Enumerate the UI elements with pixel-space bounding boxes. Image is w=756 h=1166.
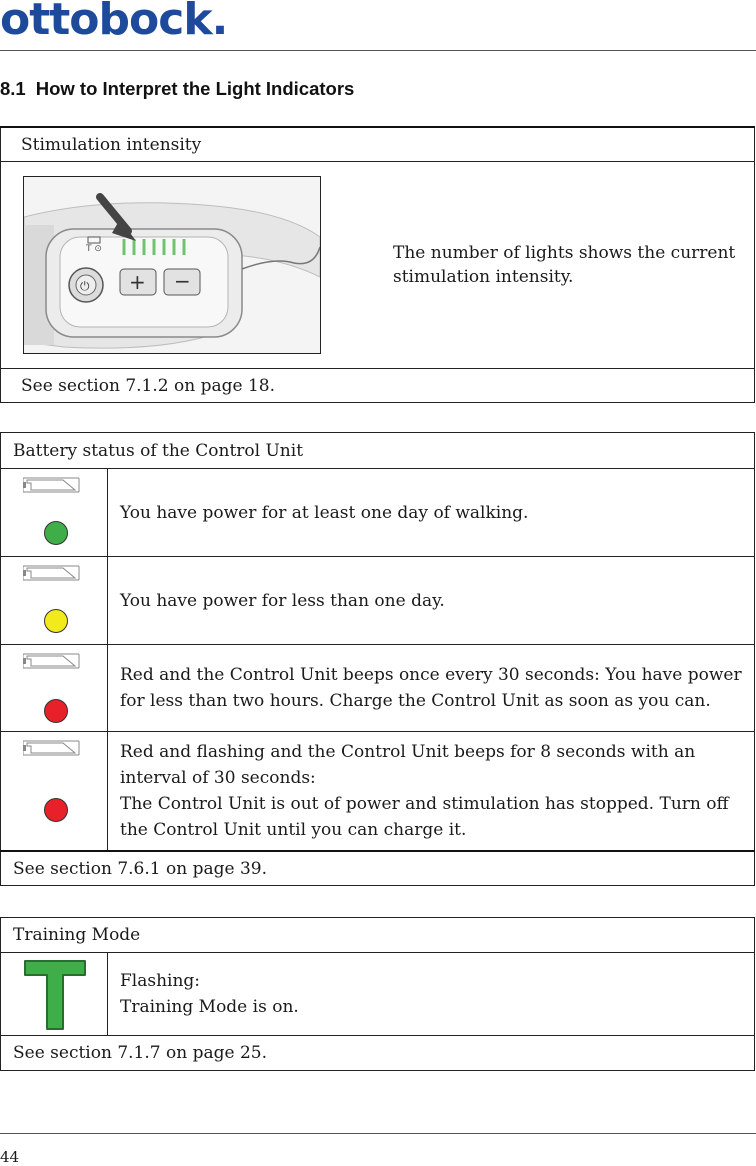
header-divider xyxy=(0,50,756,51)
page-number: 44 xyxy=(0,1148,20,1166)
battery-row-text xyxy=(108,732,755,852)
footer-divider xyxy=(0,1133,756,1134)
battery-icon xyxy=(23,738,87,758)
battery-row-text: You have power for less than one day. xyxy=(108,557,755,645)
battery-icon-cell xyxy=(1,645,108,732)
training-icon-cell xyxy=(1,953,108,1036)
battery-icon-cell xyxy=(1,557,108,645)
stimulation-image-cell xyxy=(1,162,394,369)
battery-row-text-line2: The Control Unit is out of power and stimulation has stopped. Turn off the Control Unit until you can charge it. xyxy=(120,794,729,840)
ottobock-logo: ottobock. xyxy=(0,0,228,45)
battery-row-text-line1: Red and flashing and the Control Unit beeps for 8 seconds with an interval of 30 seconds: xyxy=(120,742,696,788)
battery-icon-cell xyxy=(1,732,108,852)
battery-icon xyxy=(23,563,87,583)
control-unit-image xyxy=(23,176,321,354)
stimulation-table xyxy=(0,126,755,403)
battery-row-text: Red and the Control Unit beeps once every 30 seconds: You have power for less than two hours. Charge the Control Unit as soon as you can. xyxy=(108,645,755,732)
section-heading xyxy=(0,78,354,100)
svg-text:+: + xyxy=(129,270,146,294)
battery-icon-cell xyxy=(1,469,108,557)
training-footer: See section 7.1.7 on page 25. xyxy=(1,1036,755,1071)
battery-icon xyxy=(23,651,87,671)
battery-footer: See section 7.6.1 on page 39. xyxy=(1,851,755,886)
stimulation-header: Stimulation intensity xyxy=(1,127,755,162)
training-line2: Training Mode is on. xyxy=(120,997,299,1017)
training-mode-t-icon xyxy=(23,959,87,1031)
training-table xyxy=(0,917,755,1071)
svg-text:T ⊙: T ⊙ xyxy=(86,244,102,254)
red-light-icon xyxy=(44,699,68,723)
stimulation-footer: See section 7.1.2 on page 18. xyxy=(1,369,755,403)
training-description xyxy=(108,953,755,1036)
green-light-icon xyxy=(44,521,68,545)
svg-text:−: − xyxy=(174,269,191,293)
battery-row-text: You have power for at least one day of walking. xyxy=(108,469,755,557)
stimulation-description: The number of lights shows the current stimulation intensity. xyxy=(393,162,755,369)
training-line1: Flashing: xyxy=(120,971,201,991)
svg-text:⏻: ⏻ xyxy=(80,279,90,293)
section-number: 8.1 xyxy=(0,78,26,99)
training-header: Training Mode xyxy=(1,918,755,953)
red-flashing-light-icon xyxy=(44,798,68,822)
battery-table xyxy=(0,432,755,886)
yellow-light-icon xyxy=(44,609,68,633)
battery-header: Battery status of the Control Unit xyxy=(1,433,755,469)
section-title: How to Interpret the Light Indicators xyxy=(35,78,355,99)
battery-icon xyxy=(23,475,87,495)
